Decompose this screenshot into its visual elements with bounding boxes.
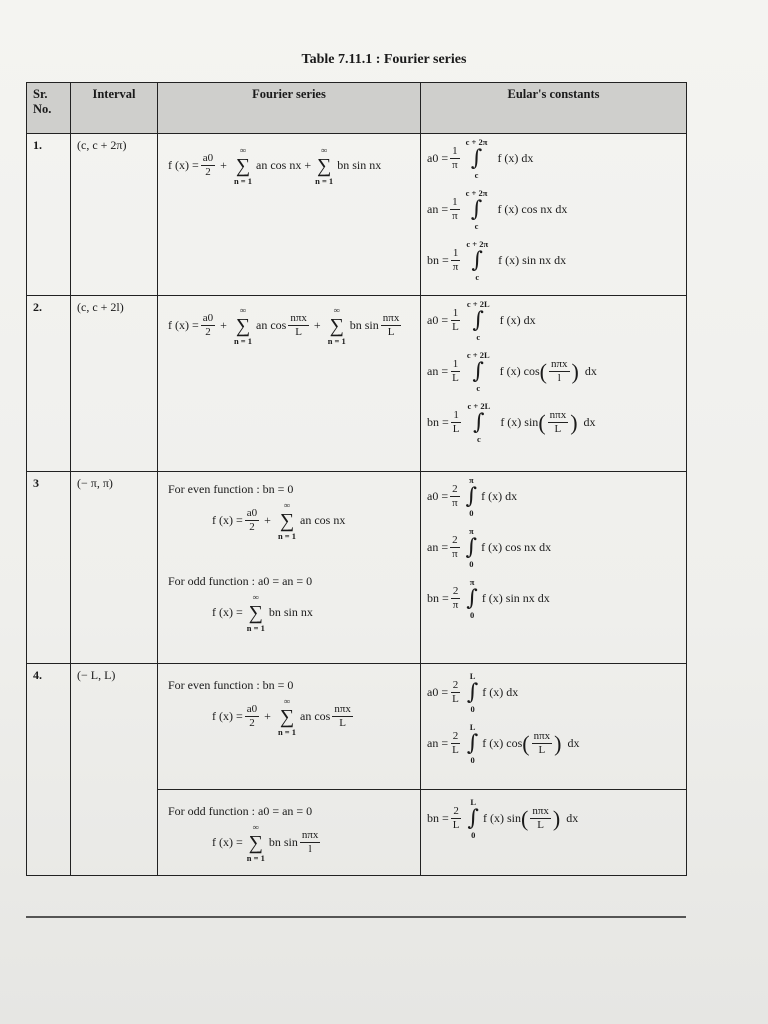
euler-cell (421, 134, 687, 296)
table-title: Table 7.11.1 : Fourier series (301, 52, 467, 67)
table-row (27, 664, 687, 790)
euler-bn: bn = $\frac{2}{\pi}$ π ∫ 0 f (x) sin nx dx (427, 577, 550, 620)
even-series-formula: f (x) = $\frac{a0}{2}$ + ∞ ∑ n = 1 an cos nπx L (212, 696, 351, 737)
odd-series-formula: f (x) = ∞ ∑ n = 1 bn sin nx (212, 592, 313, 633)
odd-series-formula: f (x) = ∞ ∑ n = 1 bn sin nπx l (212, 822, 319, 863)
even-series-formula: f (x) = $\frac{a0}{2}$ + ∞ ∑ n = 1 an cos nx (212, 500, 346, 541)
sr-no: 3 (27, 472, 71, 664)
euler-bn: bn = $\frac{2}{L}$ L ∫ 0 f (x) sin ( nπx L ) dx (427, 797, 579, 840)
interval: (− π, π) (71, 472, 158, 664)
series-cell (158, 296, 421, 472)
series-cell (158, 472, 421, 664)
fourier-series-table (26, 82, 687, 876)
euler-cell (421, 664, 687, 790)
series-cell (158, 134, 421, 296)
header-sr-no: Sr. No. (27, 83, 71, 134)
page-footer-rule (26, 916, 686, 918)
interval: (c, c + 2π) (71, 134, 158, 296)
euler-a0: a0 = $\frac{2}{\pi}$ π ∫ 0 f (x) dx (427, 475, 518, 518)
series-cell (158, 790, 421, 876)
sr-no: 1. (27, 134, 71, 296)
euler-a0: a0 = $\frac{1}{\pi}$ c + 2π ∫ c f (x) dx (427, 137, 534, 180)
euler-a0: a0 = $\frac{2}{L}$ L ∫ 0 f (x) dx (427, 671, 519, 714)
euler-an: an = $\frac{2}{L}$ L ∫ 0 f (x) cos ( nπx L ) dx (427, 722, 580, 765)
sr-no: 4. (27, 664, 71, 876)
odd-function-label: For odd function : a0 = an = 0 (168, 804, 313, 818)
table-row (27, 472, 687, 664)
even-function-label: For even function : bn = 0 (168, 678, 294, 692)
sr-no: 2. (27, 296, 71, 472)
euler-cell (421, 296, 687, 472)
euler-a0: a0 = $\frac{1}{L}$ c + 2L ∫ c f (x) dx (427, 299, 536, 342)
euler-an: an = $\frac{1}{L}$ c + 2L ∫ c f (x) cos ( nπx l ) dx (427, 350, 597, 393)
series-formula: f (x) = $\frac{a0}{2}$ + ∞ ∑ n = 1 an cos nπx L + ∞ ∑ n = 1 bn sin nπx L (168, 305, 400, 346)
table-row (27, 134, 687, 296)
header-interval: Interval (71, 83, 158, 134)
euler-an: an = $\frac{2}{\pi}$ π ∫ 0 f (x) cos nx dx (427, 526, 552, 569)
interval: (− L, L) (71, 664, 158, 876)
series-formula: f (x) = $\frac{a0}{2}$ + ∞ ∑ n = 1 an cos nx + ∞ ∑ n = 1 bn sin nx (168, 145, 382, 186)
header-fourier-series: Fourier series (158, 83, 421, 134)
odd-function-label: For odd function : a0 = an = 0 (168, 574, 313, 588)
even-function-label: For even function : bn = 0 (168, 482, 294, 496)
series-cell (158, 664, 421, 790)
header-euler-constants: Eular's constants (421, 83, 687, 134)
euler-cell (421, 472, 687, 664)
euler-bn: bn = $\frac{1}{\pi}$ c + 2π ∫ c f (x) sin nx dx (427, 239, 567, 282)
euler-an: an = $\frac{1}{\pi}$ c + 2π ∫ c f (x) cos nx dx (427, 188, 568, 231)
table-row (27, 296, 687, 472)
header-row (27, 83, 687, 134)
interval: (c, c + 2l) (71, 296, 158, 472)
euler-bn: bn = $\frac{1}{L}$ c + 2L ∫ c f (x) sin ( nπx L ) dx (427, 401, 596, 444)
euler-cell (421, 790, 687, 876)
